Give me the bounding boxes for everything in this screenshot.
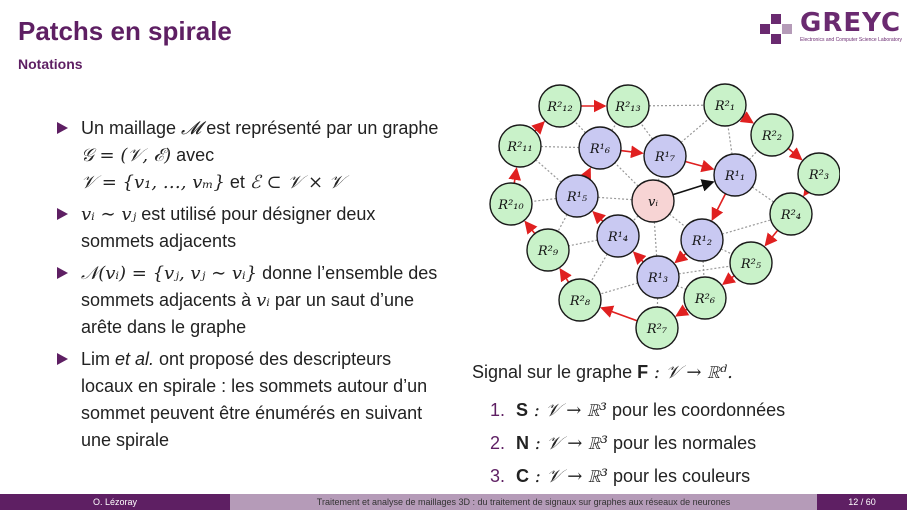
spiral-arrow	[712, 194, 725, 220]
page-title: Patchs en spirale	[18, 16, 232, 46]
signal-title-symbol: F	[637, 362, 649, 382]
signal-title-math: : 𝒱 → ℝᵈ.	[648, 362, 733, 383]
ring1-node-label: R¹₁	[724, 169, 746, 184]
ring2-node-label: R²₁	[714, 99, 736, 114]
signal-list	[490, 394, 785, 493]
bullet-item	[55, 201, 440, 255]
spiral-arrow	[602, 308, 638, 321]
spiral-arrow	[560, 269, 568, 282]
math-expression: 𝒱 = {v₁, …, vₘ}	[81, 172, 225, 193]
math-expression: 𝒢 = (𝒱, ℰ)	[81, 145, 172, 166]
bullet-item	[55, 260, 440, 341]
mesh-edge	[722, 220, 771, 234]
bullet-text: et	[224, 172, 250, 192]
mesh-edge	[752, 187, 774, 202]
bullet-text: donne l’ensemble des sommets adjacents à	[81, 263, 438, 310]
signal-item-number: 1.	[490, 400, 506, 420]
signal-title	[472, 362, 733, 383]
mesh-edge	[703, 261, 704, 277]
ring2-node-label: R²₂	[761, 129, 783, 144]
ring1-node-label: R¹₅	[566, 190, 588, 205]
center-node-label: vᵢ	[648, 195, 658, 210]
ring2-node-label: R²₄	[780, 208, 802, 223]
math-expression: ℰ ⊂ 𝒱 × 𝒱	[249, 172, 344, 193]
spiral-graph-diagram	[480, 80, 840, 360]
mesh-edge	[681, 119, 709, 143]
signal-item-letter: S	[516, 400, 529, 420]
spiral-arrow	[634, 252, 643, 262]
ring2-node-label: R²₁₃	[615, 100, 641, 115]
ring1-node-label: R¹₆	[589, 142, 611, 157]
mesh-edge	[654, 222, 656, 256]
mesh-edge	[669, 214, 685, 227]
signal-item	[490, 427, 785, 460]
logo-tagline: Electronics and Computer Science Laboratory	[800, 37, 902, 43]
mesh-edge	[574, 121, 585, 133]
mesh-edge	[569, 240, 598, 246]
math-expression: 𝒩(vᵢ) = {vⱼ, vⱼ ∼ vᵢ}	[81, 263, 258, 284]
bullet-item	[55, 346, 440, 454]
page-subtitle: Notations	[18, 56, 83, 72]
math-expression: 𝓜	[181, 118, 202, 139]
ring2-node-label: R²₇	[646, 322, 668, 337]
ring1-node-label: R¹₄	[607, 230, 629, 245]
signal-title-text: Signal sur le graphe	[472, 362, 638, 382]
footer-author: O. Lézoray	[0, 494, 230, 510]
ring1-node-label: R¹₇	[654, 150, 676, 165]
spiral-arrow	[804, 191, 807, 195]
ring2-node-label: R²₅	[740, 257, 762, 272]
mesh-edge	[633, 216, 638, 221]
ring2-node-label: R²₃	[808, 168, 830, 183]
mesh-edge	[749, 150, 757, 159]
signal-item-letter: C	[516, 466, 529, 486]
signal-item	[490, 460, 785, 493]
signal-item-text: pour les normales	[608, 433, 757, 453]
spiral-arrow	[766, 230, 778, 245]
ring2-node-label: R²₈	[569, 294, 591, 309]
mesh-edge	[612, 123, 617, 130]
ring1-node-label: R¹₂	[691, 234, 713, 249]
mesh-edge	[598, 197, 632, 199]
spiral-arrow	[743, 116, 753, 122]
ring1-node-label: R¹₃	[647, 271, 669, 286]
slide-footer	[0, 494, 907, 510]
mesh-edge	[721, 249, 732, 254]
start-arrow	[673, 182, 713, 195]
spiral-arrow	[514, 169, 516, 184]
greyc-logo	[758, 8, 902, 50]
spiral-arrow	[723, 276, 734, 284]
signal-item	[490, 394, 785, 427]
spiral-arrow	[685, 162, 713, 169]
bullet-text: est utilisé pour désigner deux sommets adjacents	[81, 204, 376, 251]
signal-item-map: : 𝒱 → ℝ³	[529, 466, 609, 487]
bullet-list	[55, 115, 440, 459]
mesh-edge	[600, 283, 638, 294]
signal-item-text: pour les couleurs	[608, 466, 751, 486]
spiral-arrow	[535, 122, 544, 131]
signal-item-number: 3.	[490, 466, 506, 486]
ring2-node-label: R²₁₀	[498, 198, 524, 213]
greyc-logo-mark-icon	[758, 10, 796, 46]
mesh-edge	[615, 163, 638, 186]
mesh-edge	[728, 126, 732, 154]
mesh-edge	[677, 286, 686, 290]
bullet-text: est représenté par un graphe	[201, 118, 439, 138]
mesh-edge	[679, 266, 730, 274]
bullet-text: par un saut d’une arête dans le graphe	[81, 290, 414, 337]
signal-item-map: : 𝒱 → ℝ³	[528, 400, 608, 421]
logo-text: GREYC	[800, 8, 902, 38]
bullet-text: ont proposé des descripteurs locaux en spirale : les sommets autour d’un sommet peuvent être énumérés en suivant une spirale	[81, 349, 428, 450]
signal-item-letter: N	[516, 433, 529, 453]
bullet-item	[55, 115, 440, 196]
spiral-arrow	[621, 151, 642, 154]
ring2-node-label: R²₆	[694, 292, 716, 307]
bullet-text: avec	[171, 145, 215, 165]
spiral-arrow	[593, 212, 603, 221]
math-expression: vᵢ	[256, 290, 270, 311]
mesh-edge	[649, 105, 704, 106]
mesh-edge	[591, 254, 608, 282]
bullet-emphasis: et al.	[115, 349, 155, 369]
mesh-edge	[532, 199, 556, 202]
ring2-node-label: R²₉	[537, 244, 559, 259]
ring2-node-label: R²₁₂	[547, 100, 573, 115]
spiral-arrow	[677, 309, 688, 316]
mesh-edge	[536, 160, 561, 182]
bullet-text: Un maillage	[81, 118, 182, 138]
footer-talk-title: Traitement et analyse de maillages 3D : du traitement de signaux sur graphes aux réseaux de neurones	[230, 494, 817, 510]
spiral-arrow	[676, 254, 686, 263]
ring2-node-label: R²₁₁	[507, 140, 533, 155]
signal-item-text: pour les coordonnées	[607, 400, 786, 420]
spiral-arrow	[788, 148, 801, 159]
mesh-edge	[541, 147, 579, 148]
spiral-arrow	[586, 169, 590, 177]
math-expression: vᵢ ∼ vⱼ	[81, 204, 137, 225]
mesh-edge	[558, 215, 567, 232]
bullet-text: Lim	[81, 349, 116, 369]
mesh-edge	[640, 123, 652, 139]
signal-item-number: 2.	[490, 433, 506, 453]
spiral-arrow	[525, 222, 534, 234]
footer-page-number: 12 / 60	[817, 494, 907, 510]
signal-item-map: : 𝒱 → ℝ³	[529, 433, 609, 454]
